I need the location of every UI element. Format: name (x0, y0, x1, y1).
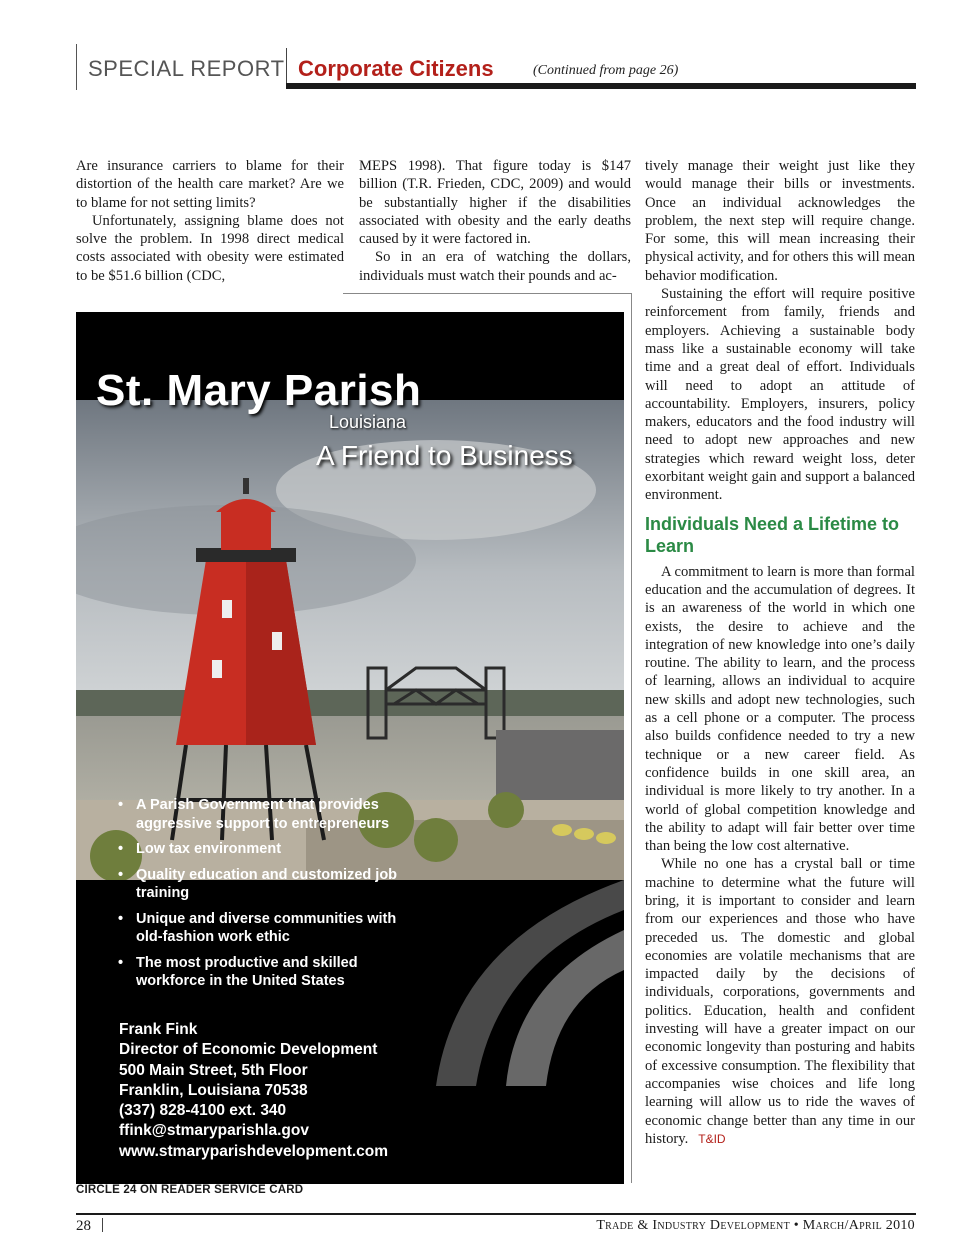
paragraph: tively manage their weight just like they would manage their bills or investments. Once an individual acknowledges the problem, the next step will require change. For some, this will mean increasing their physical activity, and for others this will mean behavior modification. (645, 158, 915, 284)
ad-bullet: • Low tax environment (118, 840, 418, 859)
column-a (76, 157, 344, 285)
page-number: 28 (76, 1218, 91, 1234)
ad-bullet: • The most productive and skilled workforce in the United States (118, 954, 418, 991)
contact-address-line2: Franklin, Louisiana 70538 (119, 1081, 308, 1099)
reader-service-note: CIRCLE 24 ON READER SERVICE CARD (76, 1184, 304, 1196)
ad-title: St. Mary Parish (96, 366, 422, 415)
ad-bullet: • A Parish Government that provides aggressive support to entrepreneurs (118, 796, 418, 833)
footer-rule (76, 1213, 916, 1215)
contact-address-line1: 500 Main Street, 5th Floor (119, 1061, 308, 1079)
ad-bullet: • Quality education and customized job training (118, 866, 418, 903)
publication-line: Trade & Industry Development • March/April 2010 (596, 1218, 915, 1233)
ad-frame-top (343, 293, 632, 294)
paragraph: So in an era of watching the dollars, individuals must watch their pounds and ac- (359, 249, 631, 284)
contact-email[interactable]: ffink@stmaryparishla.gov (119, 1122, 309, 1140)
ad-state: Louisiana (329, 412, 407, 432)
section-label: SPECIAL REPORT (88, 56, 285, 81)
advertisement (76, 312, 624, 1184)
report-title: Corporate Citizens (298, 56, 494, 81)
ad-contact-block (119, 1020, 388, 1162)
end-signoff: T&ID (698, 1131, 726, 1146)
ad-bullet-list (118, 796, 418, 998)
header-separator (286, 48, 287, 86)
paragraph: Sustaining the effort will require positive reinforcement from family, friends and employers. Achieving a sustainable body mass like a sustainable economy will take time and a great deal of effort. Individuals will need to adopt an attitude of accountability. Employers, insurers, policy makers, educators and the food industry will need to adopt new approaches and new strategies which reward weight loss, deter exorbitant weight gain and support a balanced environment. (645, 286, 915, 504)
page-header (76, 44, 916, 90)
column-b (359, 157, 631, 285)
paragraph: A commitment to learn is more than formal education and the accumulation of degrees. It is an awareness of the world in which one exists, the desire to achieve and the integration of new knowledge into one’s daily routine. The ability to learn, and the process of learning, allows an individual to acquire new skills and adopt new technologies, such as a cell phone or a computer. The process also builds confidence needed to try a new technique or a new career field. As confidence builds in one skill area, an individual is more likely to try another. In a world of global competition knowledge and the ability to adapt will fair better over time than being the low cost alternative. (645, 563, 915, 855)
paragraph-text: While no one has a crystal ball or time machine to determine what the future will bring, it is important to consider and learn from our experiences and those who have preceded us. The domestic and global economies are volatile mechanisms that are impacted daily by the decisions of individuals, corporations, governments and politics. Education, health and confident investing will have a greater impact on our economic longevity than posturing and habits of excessive consumption. The flexibility that accompanies wise choices and life long learning will allow us to ride the waves of economic change better than any time in our history. (645, 856, 915, 1147)
section-subhead: Individuals Need a Lifetime to Learn (645, 513, 900, 556)
paragraph: Are insurance carriers to blame for their distortion of the health care market? Are we to blame for not setting limits? (76, 158, 344, 211)
paragraph: MEPS 1998). That figure today is $147 billion (T.R. Frieden, CDC, 2009) and would be substantially higher if the disabilities associated with obesity and the early deaths caused by it were factored in. (359, 158, 631, 248)
contact-website[interactable]: www.stmaryparishdevelopment.com (119, 1142, 389, 1160)
contact-phone: (337) 828-4100 ext. 340 (119, 1102, 287, 1120)
column-c (645, 157, 915, 1148)
header-tick (76, 44, 77, 90)
contact-name: Frank Fink (119, 1021, 198, 1038)
ad-frame-right (631, 293, 632, 1183)
ad-bullet: • Unique and diverse communities with old-fashion work ethic (118, 910, 418, 947)
paragraph (645, 855, 915, 1148)
footer-tick (102, 1218, 103, 1232)
header-rule (286, 83, 916, 89)
ad-tagline: A Friend to Business (316, 440, 573, 471)
continued-note: (Continued from page 26) (533, 63, 679, 78)
paragraph: Unfortunately, assigning blame does not solve the problem. In 1998 direct medical costs associated with obesity were estimated to be $51.6 billion (CDC, (76, 212, 344, 284)
contact-role: Director of Economic Development (119, 1041, 378, 1059)
